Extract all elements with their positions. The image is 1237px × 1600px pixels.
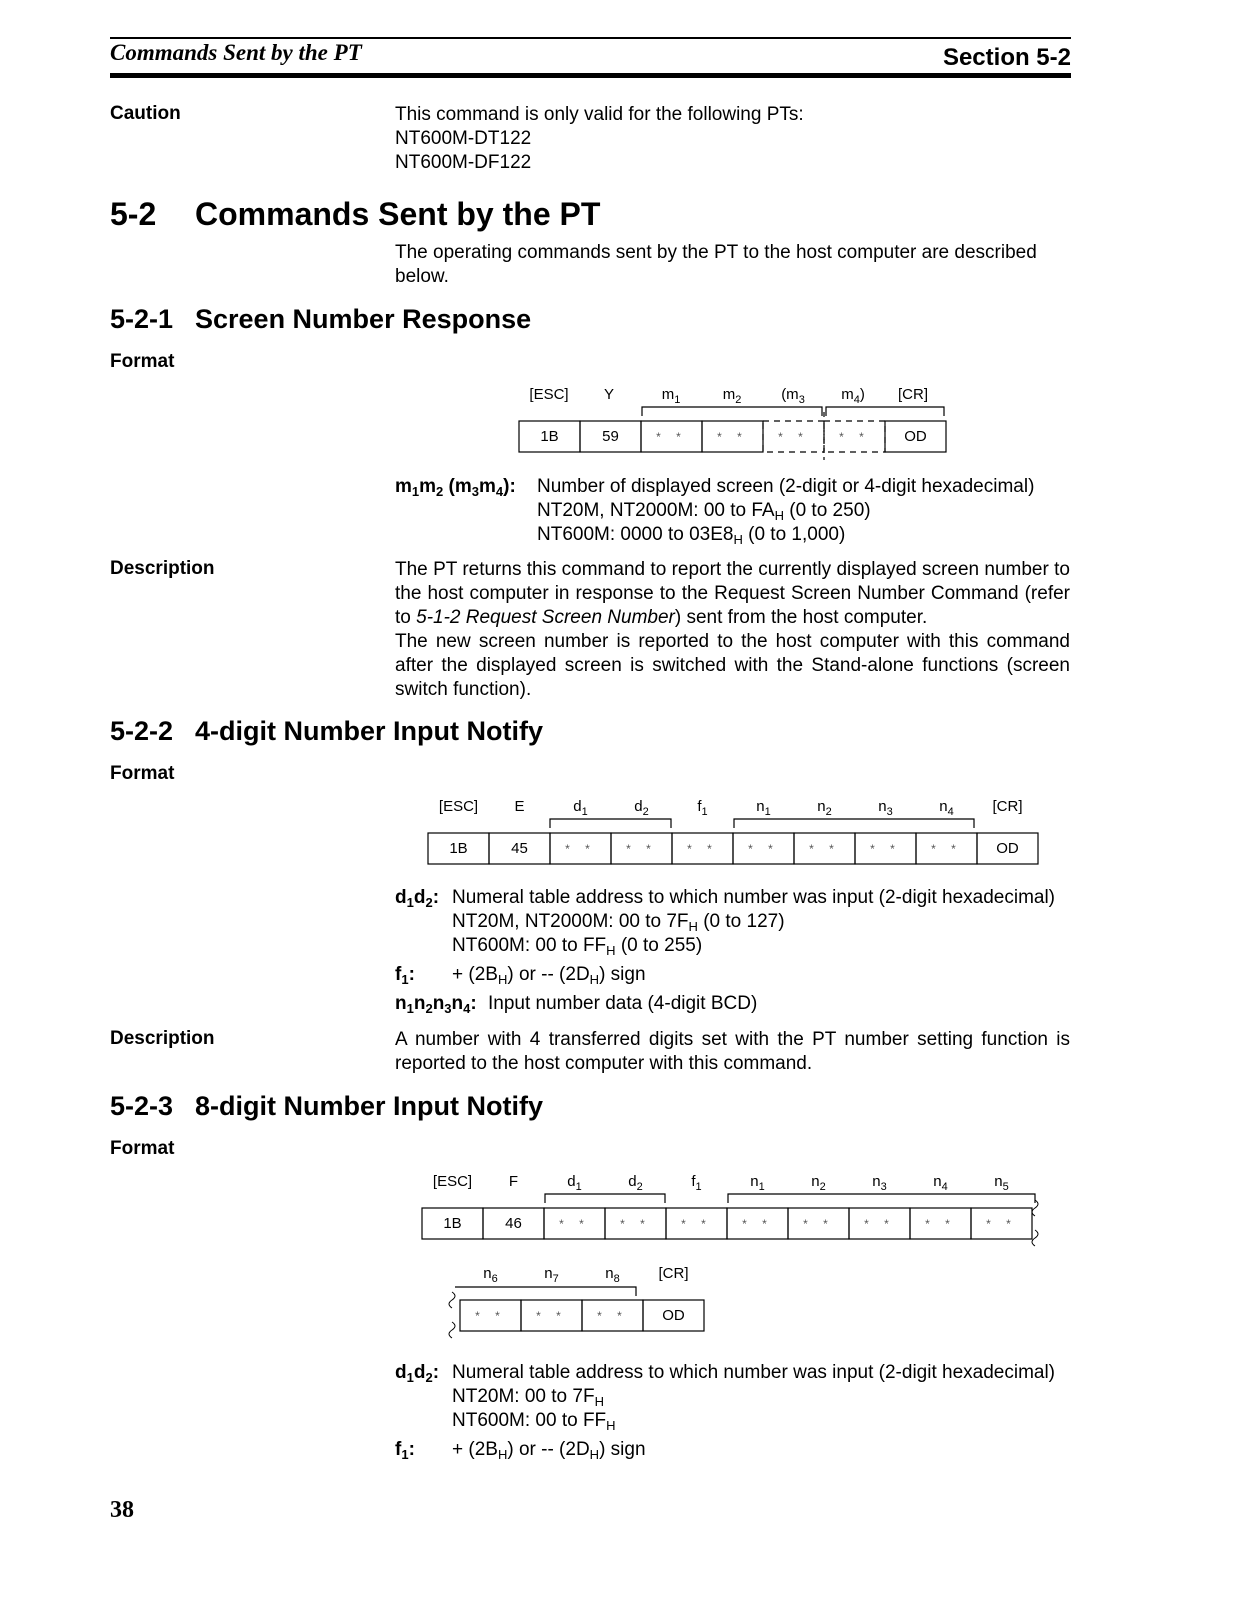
frame-label: [ESC] [438,798,479,815]
def-term: $d_1d_2$: [395,887,440,910]
frame-label: $d_1$ [573,798,588,818]
page-number: 38 [110,1497,134,1523]
frame-cell-value: * * [656,430,687,444]
frame-cell-value: * * [536,1309,567,1323]
subsection-number: 5-2-1 [110,304,174,334]
frame-label: $m_4$) [841,386,865,406]
description-label: Description [110,1028,215,1049]
def-term: $m_1m_2$ $(m_3m_4)$: [395,476,516,499]
def-d1d2-8 [395,1361,1070,1433]
frame-cell-value: * * [803,1217,834,1231]
def-line: NT20M, NT2000M: 00 to $FA_H$ (0 to 250) [537,500,871,523]
frame-label: $n_2$ [817,798,832,818]
frame-break [1032,1230,1038,1246]
caution-line: This command is only valid for the following PTs: [395,104,804,125]
frame-cell-value: * * [475,1309,506,1323]
def-n1n4 [395,992,757,1016]
frame-cell-value: * * [931,842,962,856]
frame-cell-value: * * [986,1217,1017,1231]
frame-label: $f_1$ [691,1173,702,1193]
frame-cell-value: 46 [505,1215,522,1232]
section-number: 5-2 [110,196,157,232]
frame-cell-value: * * [626,842,657,856]
frame-cell-value: 1B [540,428,559,445]
def-line: NT600M: 00 to $FF_H$ (0 to 255) [452,935,703,958]
frame-bracket [734,819,974,828]
frame-label: $m_1$ [661,386,681,406]
def-line: Input number data (4-digit BCD) [487,993,758,1014]
frame-cell-value: OD [904,428,927,445]
frame-label: $d_2$ [634,798,649,818]
format-label: Format [110,1138,175,1159]
frame-label: F [508,1173,519,1190]
def-line: NT20M, NT2000M: 00 to $7F_H$ (0 to 127) [452,911,785,934]
frame-cell-value: * * [681,1217,712,1231]
frame-bracket [728,1194,1035,1203]
frame-bracket [642,407,822,416]
frame-cell-value: 45 [511,840,528,857]
def-term: $f_1$: [395,964,415,987]
frame-cell-value: * * [870,842,901,856]
frame-cell-value: 1B [443,1215,462,1232]
def-line: + $(2B_H)$ or -- $(2D_H)$ sign [452,964,646,987]
frame-cell-value: * * [717,430,748,444]
frame-label: $n_5$ [994,1173,1009,1193]
def-d1d2 [395,886,1070,958]
frame-label: $n_7$ [544,1265,559,1285]
section-intro: The operating commands sent by the PT to the host computer are described below. [395,242,1037,287]
frame-label: $d_2$ [628,1173,643,1193]
frame-cell-value: 1B [449,840,468,857]
def-m1m2 [395,475,1070,547]
frame-bracket [545,1194,665,1203]
caution-model: NT600M-DT122 [395,128,532,149]
frame-cell-value: * * [748,842,779,856]
frame-label: $n_3$ [872,1173,887,1193]
frame-cell-value: * * [620,1217,651,1231]
def-term: $n_1n_2n_3n_4$: [395,993,477,1016]
subsection-title: 4-digit Number Input Notify [195,716,543,746]
frame-label: $n_8$ [605,1265,620,1285]
frame-cell-value: * * [742,1217,773,1231]
frame-label: $n_4$ [939,798,954,818]
frame-label: [CR] [658,1265,689,1282]
frame-label: $d_1$ [567,1173,582,1193]
frame-bracket [455,1287,636,1296]
frame-label: $n_1$ [750,1173,765,1193]
def-line: + $(2B_H)$ or -- $(2D_H)$ sign [452,1439,646,1462]
frame-label: $n_3$ [878,798,893,818]
def-f1-8 [395,1438,646,1462]
frame-label: $n_4$ [933,1173,948,1193]
frame-bracket [550,819,671,828]
frame-cell-value: * * [559,1217,590,1231]
frame-cell-value: * * [565,842,596,856]
description-521 [395,558,1070,702]
frame-cell-value: OD [662,1307,685,1324]
frame-cell-value: * * [778,430,809,444]
frame-label: [CR] [992,798,1023,815]
frame-cell-value: 59 [602,428,619,445]
caution-model: NT600M-DF122 [395,152,532,173]
def-line: Numeral table address to which number was input (2-digit hexadecimal) [452,1362,1056,1383]
frame-bracket [826,407,944,416]
format-label: Format [110,763,175,784]
description-522: A number with 4 transferred digits set with the PT number setting function is reported to the host computer with this command. [395,1029,1070,1074]
description-ref: 5-1-2 Request Screen Number [416,607,675,628]
running-title: Commands Sent by the PT [110,40,362,65]
def-term: $d_1d_2$: [395,1362,440,1385]
frame-label: [ESC] [432,1173,473,1190]
subsection-number: 5-2-2 [110,716,174,746]
frame-cell-value: * * [925,1217,956,1231]
frame-break [449,1322,455,1338]
frame-cell-value: * * [839,430,870,444]
subsection-title: Screen Number Response [195,304,532,334]
frame-cell-value: * * [597,1309,628,1323]
section-title: Commands Sent by the PT [195,196,601,232]
description-text: The new screen number is reported to the host computer with this command after the displayed screen is switched with the Stand-alone functions (screen switch function). [395,631,1070,700]
frame-label: Y [603,386,615,403]
description-label: Description [110,558,215,579]
frame-break [449,1292,455,1308]
frame-label: [CR] [898,386,928,403]
def-line: NT600M: 00 to $FF_H$ [452,1410,616,1433]
def-line: Number of displayed screen (2-digit or 4-digit hexadecimal) [537,476,1035,497]
subsection-title: 8-digit Number Input Notify [195,1091,543,1121]
frame-cell-value: * * [809,842,840,856]
format-label: Format [110,351,175,372]
def-line: Numeral table address to which number was input (2-digit hexadecimal) [452,887,1056,908]
frame-label: ($m_3$ [781,386,805,406]
subsection-number: 5-2-3 [110,1091,174,1121]
frame-label: $f_1$ [697,798,708,818]
frame-label: $n_1$ [756,798,771,818]
running-section: Section 5-2 [942,44,1071,71]
def-f1 [395,963,646,987]
caution-label: Caution [110,103,181,124]
frame-label: $n_6$ [483,1265,498,1285]
description-text: ) sent from the host computer. [674,607,928,628]
frame-label: [ESC] [529,386,569,403]
frame-cell-value: * * [864,1217,895,1231]
frame-cell-value: OD [996,840,1019,857]
frame-cell-value: * * [687,842,718,856]
def-line: NT20M: 00 to $7F_H$ [452,1386,604,1409]
def-line: NT600M: 0000 to $03E8_H$ (0 to 1,000) [537,524,846,547]
frame-label: $n_2$ [811,1173,826,1193]
frame-label: $m_2$ [722,386,742,406]
def-term: $f_1$: [395,1439,415,1462]
frame-label: E [514,798,525,815]
subsection-heading-522 [110,716,543,747]
subsection-heading-523 [110,1091,543,1122]
description-text: The PT returns this command to report the currently displayed screen number to the host computer in response to the Request Screen Number Command (refer to [395,559,1070,628]
